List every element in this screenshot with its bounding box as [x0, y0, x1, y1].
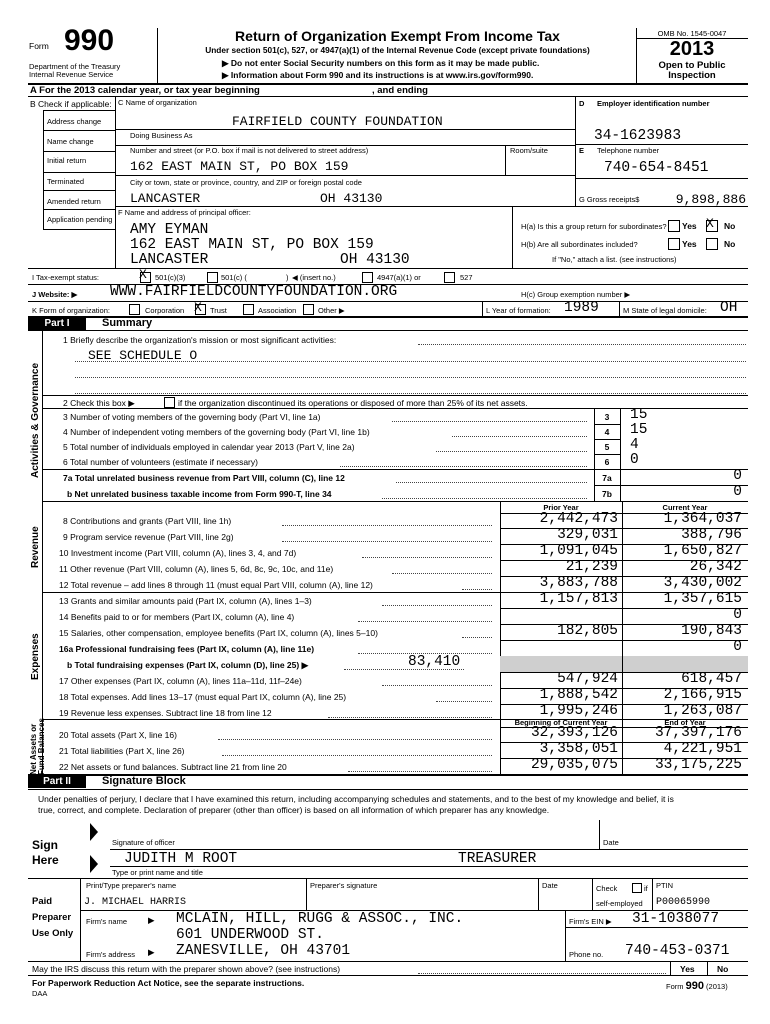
year-formation[interactable]: 1989 [564, 300, 599, 316]
527-label: 527 [460, 273, 473, 282]
officer-name[interactable]: JUDITH M ROOT [124, 851, 238, 867]
line-a-ending: , and ending [372, 85, 428, 96]
line-2-desc: if the organization discontinued its operations or disposed of more than 25% of its net assets. [178, 398, 528, 408]
line-9-label: 9 Program service revenue (Part VIII, line 2g) [63, 532, 234, 542]
line-7a-val[interactable]: 0 [733, 468, 742, 484]
line-8-label: 8 Contributions and grants (Part VIII, line 1h) [63, 516, 232, 526]
footer-form-number: 990 [685, 980, 704, 992]
line-4-no: 4 [604, 427, 610, 437]
b-name-change[interactable]: Name change [47, 137, 94, 146]
b-initial-return[interactable]: Initial return [47, 156, 87, 165]
corp-label: Corporation [145, 306, 185, 315]
line-2-label: 2 Check this box ▶ [63, 398, 135, 408]
tax-year: 2013 [669, 38, 715, 60]
org-city[interactable]: LANCASTER [130, 191, 201, 206]
phone-no-label: Phone no. [569, 950, 604, 959]
line-10-label: 10 Investment income (Part VIII, column (A), lines 3, 4, and 7d) [59, 548, 297, 558]
form-title: Return of Organization Exempt From Income Tax [235, 28, 560, 44]
line-8-current[interactable]: 1,364,037 [663, 511, 742, 527]
501c3-label: 501(c)(3) [155, 273, 186, 282]
col-end-year: End of Year [664, 718, 706, 727]
firm-name[interactable]: MCLAIN, HILL, RUGG & ASSOC., INC. [176, 911, 464, 927]
line-7b-no: 7b [602, 489, 612, 499]
line-20-begin[interactable]: 32,393,126 [530, 725, 618, 741]
form-subtitle: Under section 501(c), 527, or 4947(a)(1) of the Internal Revenue Code (except private foundations) [205, 45, 590, 55]
prep-name-label: Print/Type preparer's name [86, 881, 177, 890]
check-label: Check [596, 884, 618, 893]
line-10-current[interactable]: 1,650,827 [663, 543, 742, 559]
firm-name-arrow: ▶ [148, 915, 155, 925]
line-17-label: 17 Other expenses (Part IX, column (A), lines 11a–11d, 11f–24e) [59, 676, 302, 686]
prep-name[interactable]: J. MICHAEL HARRIS [84, 897, 187, 908]
assoc-label: Association [258, 306, 297, 315]
line-19-prior[interactable]: 1,995,246 [539, 703, 618, 719]
line-7b-label: b Net unrelated business taxable income from Form 990-T, line 34 [67, 489, 332, 499]
line-21-begin[interactable]: 3,358,051 [539, 741, 618, 757]
type-name-label: Type or print name and title [112, 868, 203, 877]
preparer-phone[interactable]: 740-453-0371 [625, 943, 730, 959]
line-1-label: 1 Briefly describe the organization's mission or most significant activities: [63, 335, 337, 345]
prep-sig-label: Preparer's signature [310, 881, 378, 890]
prep-date-label: Date [542, 881, 558, 890]
501c3-check: X [139, 267, 147, 282]
preparer-word: Preparer [32, 912, 72, 923]
org-name-label: C Name of organization [118, 98, 197, 107]
org-state-zip[interactable]: OH 43130 [320, 191, 383, 206]
other-label: Other ▶ [318, 306, 345, 315]
side-expenses: Expenses [30, 633, 41, 680]
notice-ssn-text: Do not enter Social Security numbers on this form as it may be made public. [230, 58, 540, 68]
website-label: J Website: ▶ [32, 290, 78, 299]
corp-box[interactable] [129, 304, 140, 315]
line-16b-text: b Total fundraising expenses (Part IX, column (D), line 25) [67, 660, 300, 670]
self-employed-label: self-employed [596, 899, 643, 908]
line-16b-prior-shade [500, 656, 622, 672]
org-name[interactable]: FAIRFIELD COUNTY FOUNDATION [232, 114, 443, 129]
h-b-note: If "No," attach a list. (see instructions) [552, 255, 677, 264]
line-5-val[interactable]: 4 [630, 437, 639, 453]
line-9-current[interactable]: 388,796 [681, 527, 742, 543]
line-22-label: 22 Net assets or fund balances. Subtract line 21 from line 20 [59, 762, 287, 772]
line-20-end[interactable]: 37,397,176 [654, 725, 742, 741]
line-17-prior[interactable]: 547,924 [557, 671, 618, 687]
officer-sig-label: Signature of officer [112, 838, 175, 847]
h-b-question: H(b) Are all subordinates included? [521, 240, 638, 249]
line-16b-current-shade [623, 656, 748, 672]
line-3-label: 3 Number of voting members of the governing body (Part VI, line 1a) [63, 412, 321, 422]
col-current-year: Current Year [662, 503, 708, 512]
line-3-no: 3 [604, 412, 610, 422]
firm-address-2[interactable]: ZANESVILLE, OH 43701 [176, 943, 351, 959]
line-21-end[interactable]: 4,221,951 [663, 741, 742, 757]
line-15-current[interactable]: 190,843 [681, 623, 742, 639]
line-a-label: A For the 2013 calendar year, or tax year beginning [30, 85, 260, 96]
501c-box[interactable] [207, 272, 218, 283]
d-label: D [579, 99, 585, 108]
paid-word: Paid [32, 896, 53, 907]
firm-address-arrow: ▶ [148, 947, 155, 957]
trust-check: X [194, 300, 202, 315]
501c-close: ) [286, 273, 289, 282]
other-box[interactable] [303, 304, 314, 315]
form-word: Form [29, 41, 49, 51]
city-label: City or town, state or province, country, and ZIP or foreign postal code [130, 178, 362, 187]
gross-receipts[interactable]: 9,898,886 [675, 192, 746, 207]
form-number: 990 [64, 24, 115, 57]
principal-name[interactable]: AMY EYMAN [130, 222, 209, 238]
line-6-val[interactable]: 0 [630, 452, 639, 468]
principal-label: F Name and address of principal officer: [118, 208, 251, 217]
principal-city[interactable]: LANCASTER [130, 252, 209, 268]
use-only-word: Use Only [32, 928, 74, 939]
line-18-prior[interactable]: 1,888,542 [539, 687, 618, 703]
omb-number: OMB No. 1545-0047 [657, 29, 727, 38]
line-2-checkbox[interactable] [164, 397, 175, 408]
side-revenue: Revenue [30, 526, 41, 568]
officer-date-label: Date [603, 838, 619, 847]
room-label: Room/suite [510, 146, 548, 155]
part-1-title: Summary [102, 317, 153, 329]
line-12-prior[interactable]: 3,883,788 [539, 575, 618, 591]
phone-value[interactable]: 740-654-8451 [604, 160, 709, 176]
line-7a-label: 7a Total unrelated business revenue from Part VIII, column (C), line 12 [63, 473, 345, 483]
b-terminated[interactable]: Terminated [47, 177, 85, 186]
h-c-label: H(c) Group exemption number ▶ [521, 290, 631, 299]
year-formation-label: L Year of formation: [486, 306, 551, 315]
line-3-val[interactable]: 15 [630, 407, 648, 423]
line-12-label: 12 Total revenue – add lines 8 through 11 (must equal Part VIII, column (A), line 12) [59, 580, 373, 590]
line-17-current[interactable]: 618,457 [681, 671, 742, 687]
line-4-val[interactable]: 15 [630, 422, 648, 438]
501c-label: 501(c) ( [221, 273, 247, 282]
firm-ein-label: Firm's EIN ▶ [569, 917, 612, 926]
insert-no: ◀ (insert no.) [292, 273, 336, 282]
line-13-label: 13 Grants and similar amounts paid (Part IX, column (A), lines 1–3) [59, 596, 312, 606]
h-a-no: No [724, 221, 736, 231]
h-b-no-box[interactable] [706, 238, 718, 250]
line-16a-current[interactable]: 0 [733, 639, 742, 655]
line-11-prior[interactable]: 21,239 [565, 559, 618, 575]
h-c-label-text: H(c) Group exemption number [521, 290, 623, 299]
footer-form [666, 980, 728, 992]
line-18-label: 18 Total expenses. Add lines 13–17 (must equal Part IX, column (A), line 25) [59, 692, 347, 702]
line-18-current[interactable]: 2,166,915 [663, 687, 742, 703]
footer-form-year: (2013) [706, 982, 728, 991]
org-street[interactable]: 162 EAST MAIN ST, PO BOX 159 [130, 159, 349, 174]
line-20-label: 20 Total assets (Part X, line 16) [59, 730, 177, 740]
line-2-text: 2 Check this box [63, 398, 126, 408]
line-14-label: 14 Benefits paid to or for members (Part IX, column (A), line 4) [59, 612, 295, 622]
part-1-tag: Part I [28, 318, 86, 330]
assoc-box[interactable] [243, 304, 254, 315]
firm-ein[interactable]: 31-1038077 [632, 911, 720, 927]
h-a-yes: Yes [682, 221, 697, 231]
mission-text[interactable]: SEE SCHEDULE O [88, 348, 198, 363]
line-8-prior[interactable]: 2,442,473 [539, 511, 618, 527]
line-9-prior[interactable]: 329,031 [557, 527, 618, 543]
notice-info-text: Information about Form 990 and its instructions is at www.irs.gov/form990. [230, 70, 534, 80]
line-6-label: 6 Total number of volunteers (estimate if necessary) [63, 457, 258, 467]
discuss-no[interactable]: No [717, 964, 729, 974]
prep-ptin[interactable]: P00065990 [656, 897, 711, 908]
line-15-label: 15 Salaries, other compensation, employee benefits (Part IX, column (A), lines 5–10) [59, 628, 378, 638]
ptin-label: PTIN [656, 881, 674, 890]
line-13-current[interactable]: 1,357,615 [663, 591, 742, 607]
footer-form-word: Form [666, 982, 684, 991]
line-6-no: 6 [604, 457, 610, 467]
line-11-current[interactable]: 26,342 [689, 559, 742, 575]
4947-label: 4947(a)(1) or [377, 273, 421, 282]
website-url[interactable]: WWW.FAIRFIELDCOUNTYFOUNDATION.ORG [110, 284, 398, 300]
officer-title[interactable]: TREASURER [458, 851, 537, 867]
domicile-label: M State of legal domicile: [623, 306, 707, 315]
h-a-yes-box[interactable] [668, 220, 680, 232]
sign-word: Sign [32, 838, 58, 852]
sign-arrow-2 [90, 855, 98, 873]
principal-street[interactable]: 162 EAST MAIN ST, PO BOX 159 [130, 237, 374, 253]
col-beginning: Beginning of Current Year [514, 718, 608, 727]
other-label-text: Other [318, 306, 337, 315]
line-13-prior[interactable]: 1,157,813 [539, 591, 618, 607]
here-word: Here [32, 853, 59, 867]
dept-irs: Internal Revenue Service [29, 70, 114, 79]
e-label: E [579, 146, 585, 155]
penalty-line-1: Under penalties of perjury, I declare that I have examined this return, including accompanying schedules and statements, and to the best of my knowledge and belief, it is [38, 794, 674, 804]
part-2-title: Signature Block [102, 775, 186, 787]
line-16a-label: 16a Professional fundraising fees (Part IX, column (A), line 11e) [59, 644, 315, 654]
street-label: Number and street (or P.O. box if mail is not delivered to street address) [130, 146, 369, 155]
firm-ein-label-text: Firm's EIN [569, 917, 604, 926]
trust-label: Trust [210, 306, 227, 315]
domicile-state[interactable]: OH [720, 300, 738, 316]
discuss-yes[interactable]: Yes [680, 964, 695, 974]
line-4-label: 4 Number of independent voting members of the governing body (Part VI, line 1b) [63, 427, 370, 437]
penalty-line-2: true, correct, and complete. Declaration of preparer (other than officer) is based on all information of which preparer has any knowledge. [38, 805, 550, 815]
line-15-prior[interactable]: 182,805 [557, 623, 618, 639]
website-label-text: J Website: [32, 290, 70, 299]
insert-no-text: (insert no.) [299, 273, 336, 282]
line-11-label: 11 Other revenue (Part VIII, column (A), lines 5, 6d, 8c, 9c, 10c, and 11e) [59, 564, 334, 574]
line-10-prior[interactable]: 1,091,045 [539, 543, 618, 559]
firm-address-label: Firm's address [86, 950, 135, 959]
line-16b-label: b Total fundraising expenses (Part IX, column (D), line 25) ▶ [67, 660, 309, 670]
part-2-tag: Part II [28, 776, 86, 788]
phone-label: Telephone number [597, 146, 660, 155]
gross-receipts-label: G Gross receipts$ [579, 195, 640, 204]
527-box[interactable] [444, 272, 455, 283]
h-b-yes-box[interactable] [668, 238, 680, 250]
line-19-current[interactable]: 1,263,087 [663, 703, 742, 719]
col-prior-year: Prior Year [543, 503, 579, 512]
open-public: Open to Public [658, 60, 726, 71]
b-application-pending[interactable]: Application pending [47, 215, 113, 224]
side-governance: Activities & Governance [30, 362, 41, 478]
inspection: Inspection [668, 70, 716, 81]
h-b-no: No [724, 239, 736, 249]
line-22-end[interactable]: 33,175,225 [654, 757, 742, 773]
section-b-title: B Check if applicable: [30, 99, 112, 109]
line-12-current[interactable]: 3,430,002 [663, 575, 742, 591]
sign-arrow-1 [90, 823, 98, 841]
line-i-label: I Tax-exempt status: [32, 273, 99, 282]
notice-info: ▶ Information about Form 990 and its instructions is at www.irs.gov/form990. [222, 70, 534, 80]
self-employed-box[interactable] [632, 883, 642, 893]
ein-label: Employer identification number [597, 99, 710, 108]
daa-label: DAA [32, 989, 48, 998]
line-k-label: K Form of organization: [32, 306, 110, 315]
line-5-label: 5 Total number of individuals employed in calendar year 2013 (Part V, line 2a) [63, 442, 355, 452]
line-21-label: 21 Total liabilities (Part X, line 26) [59, 746, 185, 756]
line-22-begin[interactable]: 29,035,075 [530, 757, 618, 773]
discuss-question: May the IRS discuss this return with the preparer shown above? (see instructions) [32, 964, 341, 974]
paperwork-notice: For Paperwork Reduction Act Notice, see the separate instructions. [32, 978, 305, 988]
firm-address-1[interactable]: 601 UNDERWOOD ST. [176, 927, 324, 943]
ein-value[interactable]: 34-1623983 [594, 128, 682, 144]
side-net-assets: Net Assets or [29, 723, 38, 775]
line-16b-amount[interactable]: 83,410 [408, 654, 461, 670]
notice-ssn: ▶ Do not enter Social Security numbers on this form as it may be made public. [222, 58, 540, 68]
principal-state-zip[interactable]: OH 43130 [340, 252, 410, 268]
line-5-no: 5 [604, 442, 610, 452]
side-fund-balances: Fund Balances [37, 718, 46, 775]
h-a-question: H(a) Is this a group return for subordinates? [521, 222, 667, 231]
line-7a-no: 7a [602, 473, 612, 483]
line-7b-val[interactable]: 0 [733, 484, 742, 500]
b-amended-return[interactable]: Amended return [47, 197, 101, 206]
line-14-current[interactable]: 0 [733, 607, 742, 623]
b-address-change[interactable]: Address change [47, 117, 102, 126]
dept-treasury: Department of the Treasury [29, 62, 121, 71]
dba-label: Doing Business As [130, 131, 193, 140]
firm-name-label: Firm's name [86, 917, 128, 926]
h-b-yes: Yes [682, 239, 697, 249]
if-label: if [644, 884, 648, 893]
h-a-no-check: X [706, 216, 714, 231]
line-19-label: 19 Revenue less expenses. Subtract line 18 from line 12 [59, 708, 272, 718]
4947-box[interactable] [362, 272, 373, 283]
